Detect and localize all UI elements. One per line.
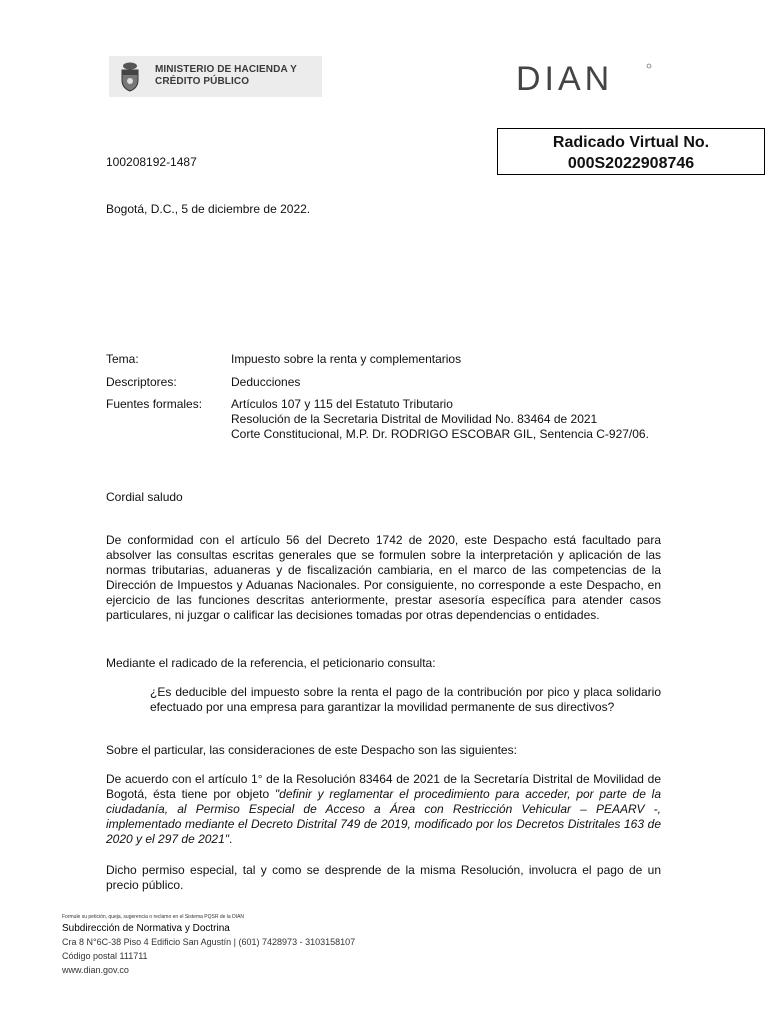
greeting: Cordial saludo (106, 490, 183, 504)
paragraph-considerations-intro: Sobre el particular, las consideraciones de este Despacho son las siguientes: (106, 743, 517, 757)
ministerio-line2: CRÉDITO PÚBLICO (155, 76, 250, 87)
radicado-title: Radicado Virtual No. (552, 134, 710, 151)
tema-label: Tema: (106, 352, 139, 366)
resolution-text: De acuerdo con el artículo 1° de la Resolución 83464 de 2021 de la Secretaría Distrital de Movilidad de Bogotá, ésta tiene por objeto (106, 772, 661, 801)
tema-value: Impuesto sobre la renta y complementarios (231, 352, 462, 366)
fuentes-line3: Corte Constitucional, M.P. Dr. RODRIGO ESCOBAR GIL, Sentencia C-927/06. (231, 427, 649, 441)
dian-logo-text: DIAN (516, 60, 614, 94)
descriptores-value: Deducciones (231, 375, 301, 389)
fuentes-values (231, 397, 661, 442)
footer-web[interactable]: www.dian.gov.co (62, 965, 129, 975)
date-line: Bogotá, D.C., 5 de diciembre de 2022. (106, 202, 311, 216)
footer-office: Subdirección de Normativa y Doctrina (62, 923, 230, 934)
ministerio-line1: MINISTERIO DE HACIENDA Y (155, 64, 297, 75)
paragraph-resolution (106, 772, 661, 847)
footer-note: Formule su petición, queja, sugerencia o reclamo en el Sistema PQSR de la DIAN (62, 914, 245, 920)
resolution-end: . (229, 832, 233, 846)
paragraph-permit: Dicho permiso especial, tal y como se desprende de la misma Resolución, involucra el pago de un precio público. (106, 863, 661, 892)
consulta-question: ¿Es deducible del impuesto sobre la renta el pago de la contribución por pico y placa solidario efectuado por una empresa para garantizar la movilidad permanente de sus directivos? (150, 685, 661, 714)
footer-address: Cra 8 N°6C-38 Piso 4 Edificio San Agustín | (601) 7428973 - 3103158107 (62, 937, 356, 947)
reference-number: 100208192-1487 (106, 155, 197, 169)
radicado-number: 000S2022908746 (567, 155, 695, 172)
radicado-box (497, 128, 765, 175)
footer-postal: Código postal 111711 (62, 951, 148, 961)
fuentes-line1: Artículos 107 y 115 del Estatuto Tributario (231, 397, 453, 411)
fuentes-line2: Resolución de la Secretaria Distrital de Movilidad No. 83464 de 2021 (231, 412, 598, 426)
ministerio-name (155, 64, 297, 88)
resolution-quote: "definir y reglamentar el procedimiento para acceder, por parte de la ciudadanía, al Permiso Especial de Acceso a Área con Restricción Vehicular – PEAARV -, implementado mediante el Decreto Distrital 749 de 2019, modificado por los Decretos Distritales 163 de 2020 y el 297 de 2021" (106, 787, 661, 846)
paragraph-competence: De conformidad con el artículo 56 del Decreto 1742 de 2020, este Despacho está facultado para absolver las consultas escritas generales que se formulen sobre la interpretación y aplicación de las normas tributarias, aduaneras y de fiscalización cambiaria, en el marco de las competencias de la Dirección de Impuestos y Aduanas Nacionales. Por consiguiente, no corresponde a este Despacho, en ejercicio de las funciones descritas anteriormente, prestar asesoría específica para atender casos particulares, ni juzgar o calificar las decisiones tomadas por otras dependencias o entidades. (106, 533, 661, 622)
paragraph-consulta-intro: Mediante el radicado de la referencia, el peticionario consulta: (106, 656, 436, 670)
dian-logo (516, 60, 652, 94)
coat-of-arms-icon (118, 61, 142, 92)
descriptores-label: Descriptores: (106, 375, 177, 389)
ministerio-logo (109, 56, 322, 97)
fuentes-label: Fuentes formales: (106, 397, 203, 411)
